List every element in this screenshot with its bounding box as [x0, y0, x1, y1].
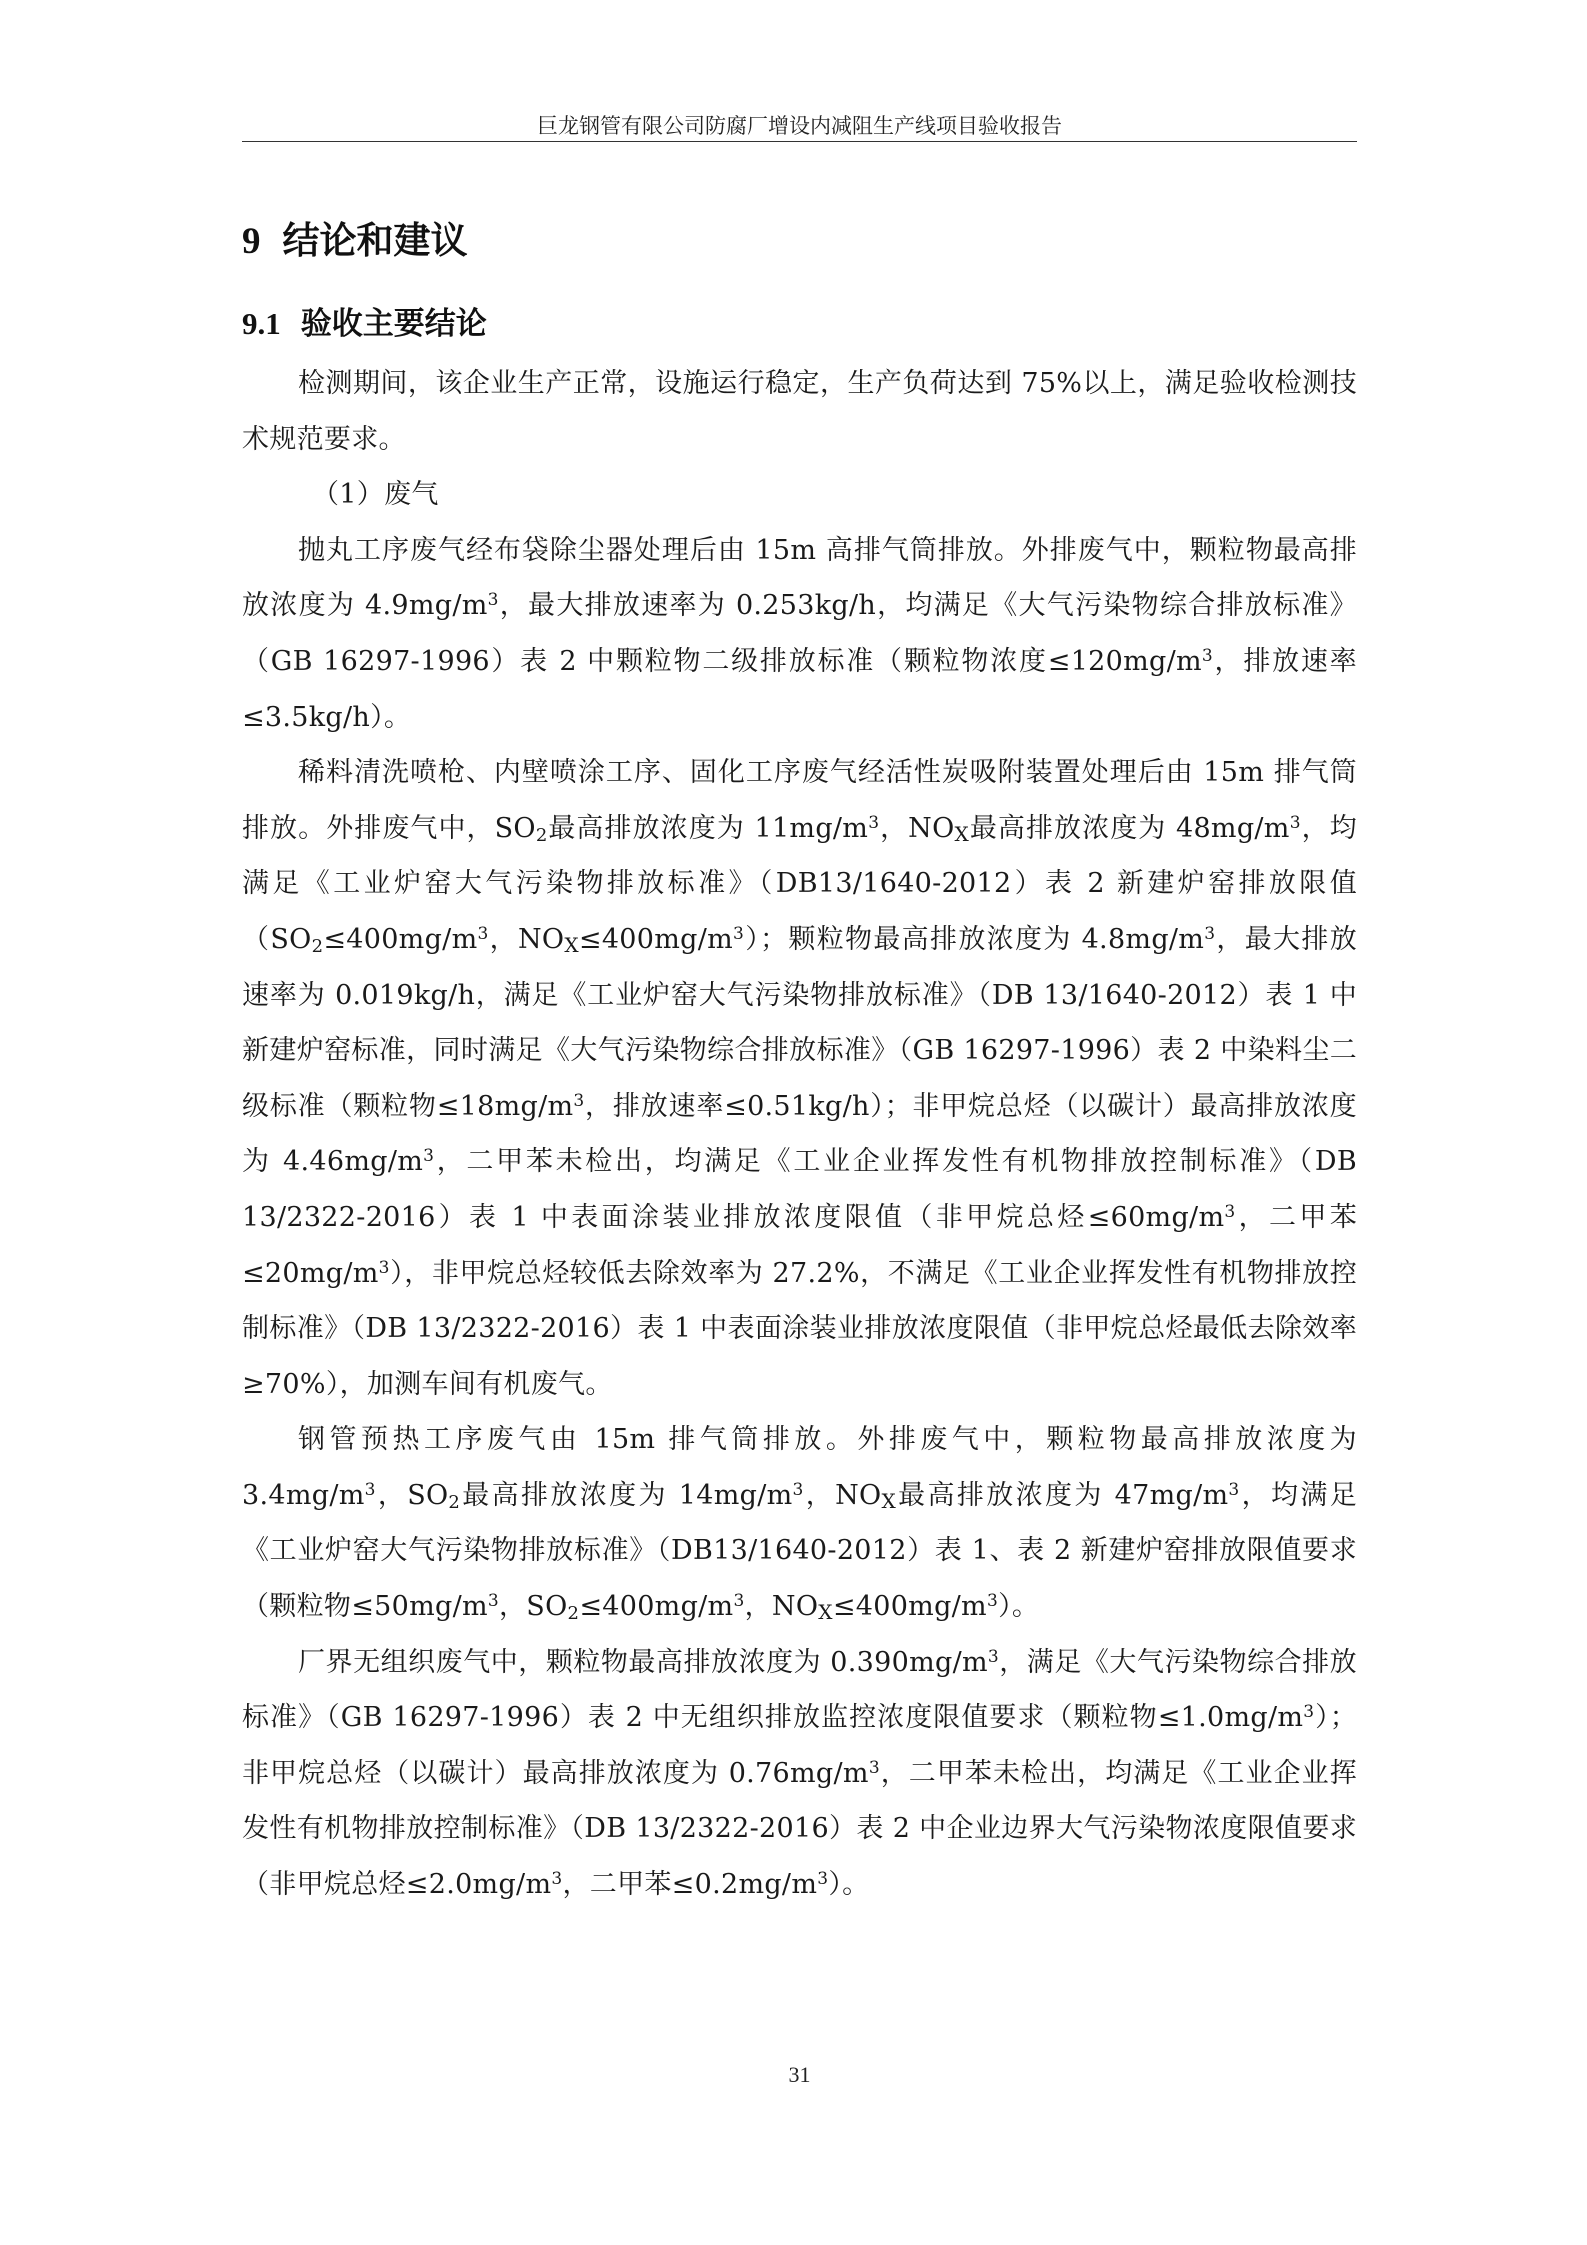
section-number: 9 [242, 221, 261, 262]
text-run: ，二甲苯未检出，均满足《工业企业挥发性有机物排放控制标准》（DB 13/2322-2016）表 1 中表面涂装业排放浓度限值（非甲烷总烃≤60mg/m [242, 1146, 1357, 1233]
text-run: ），非甲烷总烃较低去除效率为 27.2%，不满足《工业企业挥发性有机物排放控制标准》（DB 13/2322-2016）表 1 中表面涂装业排放浓度限值（非甲烷总烃最低去除效率≥70%），加测车间有机废气。 [242, 1257, 1357, 1400]
text-run: ≤400mg/m [578, 923, 734, 955]
superscript: 3 [868, 812, 880, 833]
subsection-title: 验收主要结论 [300, 306, 487, 342]
text-run: ，二甲苯未检出，均满足《工业企业挥发性有机物排放控制标准》（DB 13/2322-2016）表 2 中企业边界大气污染物浓度限值要求（非甲烷总烃≤2.0mg/m [242, 1757, 1357, 1901]
superscript: 3 [792, 1479, 804, 1500]
superscript: 3 [1228, 1479, 1240, 1500]
superscript: 3 [1289, 812, 1301, 833]
text-run: ）。 [828, 1869, 870, 1901]
subsection-number: 9.1 [242, 306, 281, 341]
text-run: 稀料清洗喷枪、内壁喷涂工序、固化工序废气经活性炭吸附装置处理后由 15m 排气筒排放。外排废气中，SO [242, 757, 1357, 844]
superscript: 3 [817, 1869, 829, 1890]
text-run: ，二甲苯≤0.2mg/m [562, 1869, 818, 1901]
subscript: X [881, 1488, 897, 1513]
superscript: 3 [487, 1591, 499, 1612]
text-run: ≤400mg/m [832, 1591, 987, 1623]
superscript: 3 [987, 1646, 1000, 1667]
text-run: ，NO [744, 1591, 819, 1623]
superscript: 3 [378, 1257, 390, 1278]
page-number: 31 [788, 2062, 811, 2087]
superscript: 3 [733, 1591, 745, 1612]
paragraph-spraying-curing [242, 745, 1357, 1412]
text-run: 最高排放浓度为 47mg/m [896, 1479, 1229, 1511]
text-run: 抛丸工序废气经布袋除尘器处理后由 15m 高排气筒排放。外排废气中，颗粒物最高排放浓度为 4.9mg/m [242, 534, 1357, 622]
text-run: 钢管预热工序废气由 15m 排气筒排放。外排废气中，颗粒物最高排放浓度为 3.4mg/m [242, 1424, 1357, 1511]
subscript: X [954, 821, 970, 846]
text-run: ，排放速率≤0.51kg/h）；非甲烷总烃（以碳计）最高排放浓度为 4.46mg/m [242, 1090, 1357, 1178]
text-run: ，最大排放速率为 0.019kg/h，满足《工业炉窑大气污染物排放标准》（DB 13/1640-2012）表 1 中新建炉窑标准，同时满足《大气污染物综合排放标准》（GB 16297-1996）表 2 中染料尘二级标准（颗粒物≤18mg/m [242, 923, 1357, 1122]
subscript: 2 [311, 935, 324, 957]
text-run: ）；非甲烷总烃（以碳计）最高排放浓度为 0.76mg/m [242, 1702, 1358, 1789]
text-run: 最高排放浓度为 11mg/m [547, 812, 869, 844]
text-run: 厂界无组织废气中，颗粒物最高排放浓度为 0.390mg/m [298, 1646, 988, 1678]
text-run: ）；颗粒物最高排放浓度为 4.8mg/m [744, 923, 1205, 955]
superscript: 3 [1303, 1702, 1315, 1723]
subscript: 2 [535, 824, 548, 846]
body-text [242, 356, 1357, 1913]
paragraph-pipe-preheating [242, 1412, 1357, 1634]
text-run: ，NO [879, 812, 955, 844]
text-run: ，均满足《工业炉窑大气污染物排放标准》（DB13/1640-2012）表 1、表 2 新建炉窑排放限值要求（颗粒物≤50mg/m [242, 1479, 1357, 1623]
superscript: 3 [1224, 1201, 1236, 1222]
text-run: ，SO [375, 1479, 449, 1511]
text-run: ，NO [803, 1479, 882, 1511]
running-header: 巨龙钢管有限公司防腐厂增设内减阻生产线项目验收报告 [537, 114, 1062, 138]
subscript: X [818, 1600, 833, 1625]
superscript: 3 [573, 1090, 585, 1111]
superscript: 3 [1204, 923, 1216, 944]
text-run: ，NO [488, 923, 565, 955]
text-run: 最高排放浓度为 48mg/m [969, 812, 1290, 844]
paragraph-operating-conditions: 检测期间，该企业生产正常，设施运行稳定，生产负荷达到 75%以上，满足验收检测技术规范要求。 [242, 368, 1357, 455]
section-heading [242, 210, 468, 264]
text-run: ，SO [499, 1591, 568, 1623]
superscript: 3 [364, 1479, 376, 1500]
superscript: 3 [1201, 645, 1214, 666]
subsection-heading [242, 298, 487, 343]
superscript: 3 [423, 1146, 435, 1167]
paragraph-fugitive-emissions [242, 1635, 1357, 1913]
subheading-waste-gas: （1）废气 [312, 479, 439, 511]
subscript: 2 [567, 1603, 580, 1625]
superscript: 3 [733, 923, 745, 944]
subscript: X [564, 932, 579, 957]
text-run: ，均满足《工业炉窑大气污染物排放标准》（DB13/1640-2012）表 2 新建炉窑排放限值（SO [242, 812, 1357, 955]
superscript: 3 [868, 1757, 880, 1778]
text-run: ，满足《大气污染物综合排放标准》（GB 16297-1996）表 2 中无组织排放监控浓度限值要求（颗粒物≤1.0mg/m [242, 1646, 1357, 1734]
paragraph-shot-blasting [242, 523, 1357, 745]
text-run: ≤400mg/m [579, 1591, 734, 1623]
text-run: ≤400mg/m [323, 923, 478, 955]
section-title: 结论和建议 [282, 219, 468, 262]
header-divider [242, 141, 1357, 142]
text-run: ，二甲苯≤20mg/m [242, 1201, 1358, 1289]
subscript: 2 [448, 1491, 461, 1513]
superscript: 3 [477, 923, 489, 944]
superscript: 3 [551, 1869, 563, 1890]
text-run: ，最大排放速率为 0.253kg/h，均满足《大气污染物综合排放标准》（GB 16297-1996）表 2 中颗粒物二级排放标准（颗粒物浓度≤120mg/m [242, 590, 1357, 677]
text-run: 最高排放浓度为 14mg/m [460, 1479, 793, 1511]
text-run: ）。 [998, 1591, 1040, 1623]
superscript: 3 [986, 1591, 999, 1612]
text-run: ，排放速率≤3.5kg/h）。 [242, 645, 1357, 733]
superscript: 3 [487, 590, 499, 611]
